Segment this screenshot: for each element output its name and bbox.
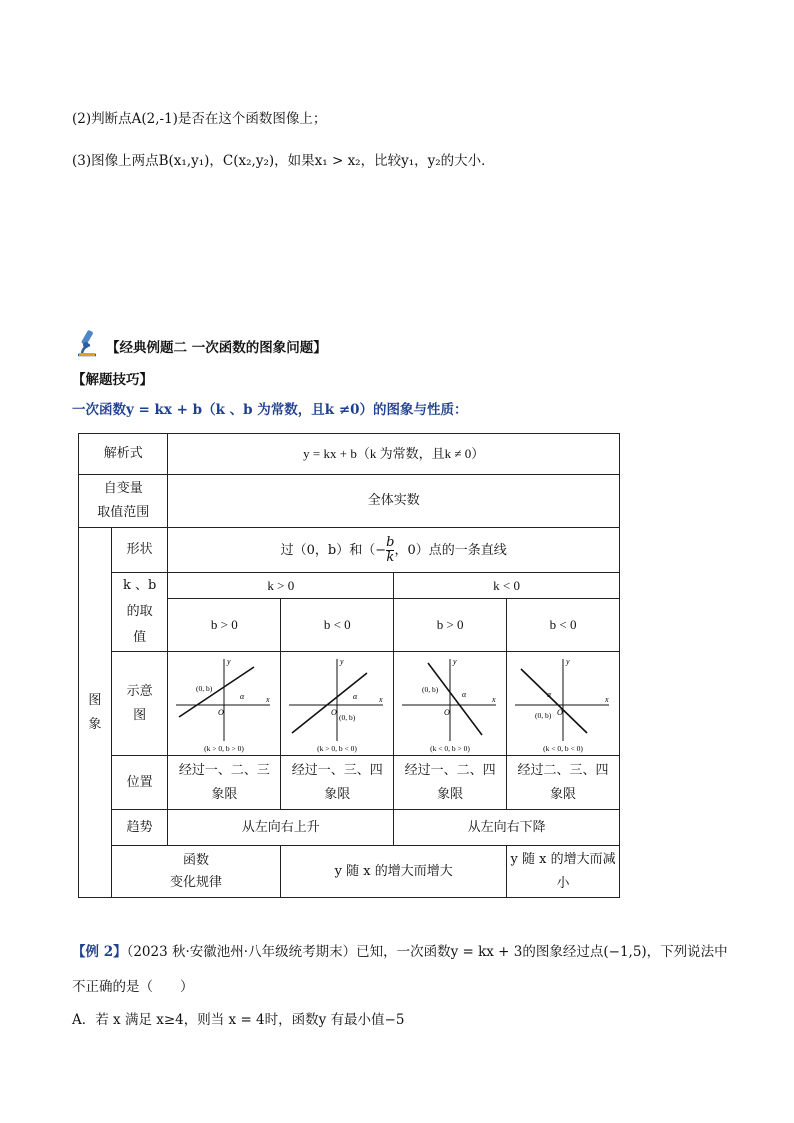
graph-4 bbox=[507, 652, 620, 756]
domain-label bbox=[79, 475, 168, 528]
properties-table bbox=[78, 433, 620, 898]
domain-label-line1: 自变量 bbox=[103, 481, 143, 496]
shape-value bbox=[168, 528, 620, 573]
kb-line1: k 、b bbox=[122, 578, 157, 593]
option-a: A．若 x 满足 x≥4，则当 x = 4时，函数y 有最小值−5 bbox=[72, 1012, 405, 1028]
graph-caption: (k > 0, b > 0) bbox=[204, 743, 245, 753]
example-line2: 不正确的是（ ） bbox=[72, 979, 194, 995]
graph-caption: (k < 0, b > 0) bbox=[430, 743, 470, 753]
position-label: 位置 bbox=[111, 756, 168, 810]
domain-value: 全体实数 bbox=[168, 475, 620, 528]
kb-line3: 值 bbox=[133, 630, 147, 645]
intro-text: 一次函数y = kx + b（k 、b 为常数，且k ≠0）的图象与性质： bbox=[72, 402, 468, 418]
rule-line2: 变化规律 bbox=[170, 874, 223, 890]
point-label: (0, b) bbox=[422, 684, 439, 694]
graph-1 bbox=[168, 652, 281, 756]
b-case-4: b < 0 bbox=[507, 599, 620, 652]
image-group-label bbox=[79, 528, 112, 898]
example-line1 bbox=[72, 940, 728, 960]
graph-caption: (k > 0, b < 0) bbox=[317, 743, 358, 753]
expr-label: 解析式 bbox=[79, 434, 168, 475]
example-tag: 【例 2】 bbox=[72, 944, 127, 960]
expr-value: y = kx + b（k 为常数，且k ≠ 0） bbox=[168, 434, 620, 475]
line-graph bbox=[400, 655, 500, 753]
image-label-1: 图 bbox=[88, 692, 102, 708]
position-3 bbox=[394, 756, 507, 810]
y-axis-label: y bbox=[227, 656, 231, 666]
y-axis-label: y bbox=[340, 656, 344, 666]
line-graph bbox=[513, 655, 613, 753]
function-line bbox=[292, 673, 367, 733]
angle-label: α bbox=[240, 691, 245, 701]
x-axis-label: x bbox=[605, 694, 609, 704]
pos4-l2: 象限 bbox=[550, 786, 577, 802]
example-text: （2023 秋·安徽池州·八年级统考期末）已知，一次函数y = kx + 3的图象经过点(−1,5)，下列说法中 bbox=[126, 944, 728, 960]
rule-line1: 函数 bbox=[183, 852, 210, 868]
pos1-l2: 象限 bbox=[211, 786, 238, 802]
frac-num: b bbox=[386, 534, 395, 550]
x-axis-label: x bbox=[266, 694, 270, 704]
graph-2 bbox=[281, 652, 394, 756]
point-label: (0, b) bbox=[196, 683, 213, 693]
k-negative: k < 0 bbox=[394, 573, 620, 599]
position-1 bbox=[168, 756, 281, 810]
pos3-l2: 象限 bbox=[437, 786, 464, 802]
rule-decrease: y 随 x 的增大而减小 bbox=[507, 846, 620, 898]
x-axis-label: x bbox=[492, 694, 496, 704]
tip-label: 【解题技巧】 bbox=[72, 372, 153, 388]
frac-den: k bbox=[386, 549, 395, 565]
sketch-label bbox=[111, 652, 168, 756]
angle-label: α bbox=[547, 689, 552, 699]
shape-post: ，0）点的一条直线 bbox=[394, 542, 507, 558]
trend-label: 趋势 bbox=[111, 810, 168, 846]
kb-label bbox=[111, 573, 168, 652]
trend-down: 从左向右下降 bbox=[394, 810, 620, 846]
x-axis-label: x bbox=[379, 694, 383, 704]
angle-label: α bbox=[462, 689, 467, 699]
pos2-l1: 经过一、三、四 bbox=[291, 762, 383, 778]
b-case-3: b > 0 bbox=[394, 599, 507, 652]
position-2 bbox=[281, 756, 394, 810]
sketch-line1: 示意 bbox=[126, 683, 153, 699]
origin-label: O bbox=[557, 707, 563, 717]
line-graph bbox=[287, 655, 387, 753]
b-case-2: b < 0 bbox=[281, 599, 394, 652]
b-case-1: b > 0 bbox=[168, 599, 281, 652]
k-positive: k > 0 bbox=[168, 573, 394, 599]
angle-label: α bbox=[353, 691, 358, 701]
shape-label: 形状 bbox=[111, 528, 168, 573]
y-axis-label: y bbox=[566, 656, 570, 666]
pos4-l1: 经过二、三、四 bbox=[517, 762, 609, 778]
pos2-l2: 象限 bbox=[324, 786, 351, 802]
graph-3 bbox=[394, 652, 507, 756]
domain-label-line2: 取值范围 bbox=[97, 505, 150, 520]
origin-label: O bbox=[331, 707, 338, 717]
point-label: (0, b) bbox=[339, 712, 356, 722]
sketch-line2: 图 bbox=[133, 707, 147, 723]
shape-pre: 过（0，b）和（− bbox=[280, 542, 387, 558]
image-label-2: 象 bbox=[88, 716, 102, 732]
microscope-icon bbox=[72, 328, 102, 358]
rule-increase: y 随 x 的增大而增大 bbox=[281, 846, 507, 898]
pos3-l1: 经过一、二、四 bbox=[404, 762, 496, 778]
line-graph bbox=[174, 655, 274, 753]
origin-label: O bbox=[444, 707, 450, 717]
function-line bbox=[428, 663, 482, 735]
kb-line2: 的取 bbox=[126, 604, 153, 619]
question-3: (3)图像上两点B(x₁,y₁)，C(x₂,y₂)，如果x₁ > x₂，比较y₁，y₂的大小． bbox=[72, 153, 495, 169]
question-2: (2)判断点A(2,-1)是否在这个函数图像上； bbox=[72, 111, 327, 127]
function-line bbox=[521, 669, 587, 733]
origin-label: O bbox=[218, 707, 225, 717]
section-title: 【经典例题二 一次函数的图象问题】 bbox=[106, 340, 327, 356]
graph-caption: (k < 0, b < 0) bbox=[543, 743, 583, 753]
trend-up: 从左向右上升 bbox=[168, 810, 394, 846]
rule-label bbox=[111, 846, 280, 898]
pos1-l1: 经过一、二、三 bbox=[178, 762, 270, 778]
point-label: (0, b) bbox=[535, 710, 552, 720]
position-4 bbox=[507, 756, 620, 810]
y-axis-label: y bbox=[453, 656, 457, 666]
